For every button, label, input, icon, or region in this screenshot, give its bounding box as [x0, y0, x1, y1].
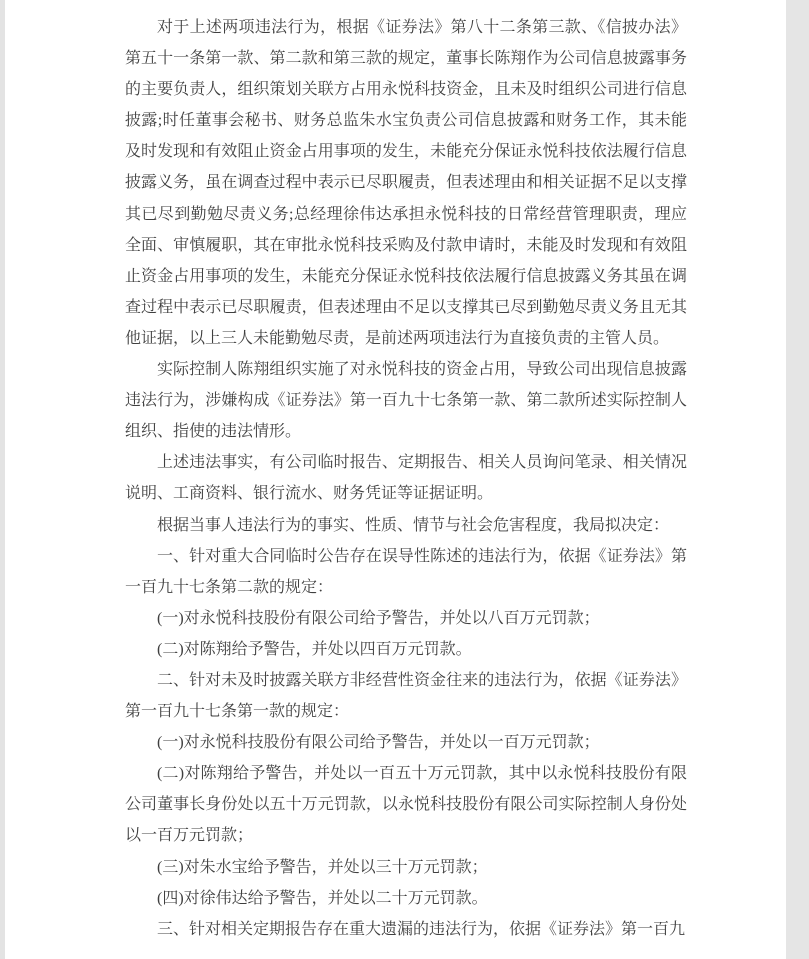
- paragraph: 实际控制人陈翔组织实施了对永悦科技的资金占用，导致公司出现信息披露违法行为，涉嫌构成《证券法》第一百九十七条第一款、第二款所述实际控制人组织、指使的违法情形。: [125, 361, 687, 441]
- paragraph: 对于上述两项违法行为，根据《证券法》第八十二条第三款、《信披办法》第五十一条第一款、第二款和第三款的规定，董事长陈翔作为公司信息披露事务的主要负责人，组织策划关联方占用永悦科技资金，且未及时组织公司进行信息披露;时任董事会秘书、财务总监朱水宝负责公司信息披露和财务工作，其未能及时发现和有效阻止资金占用事项的发生，未能充分保证永悦科技依法履行信息披露义务，虽在调查过程中表示已尽职履责，但表述理由和相关证据不足以支撑其已尽到勤勉尽责义务;总经理徐伟达承担永悦科技的日常经营管理职责，理应全面、审慎履职，其在审批永悦科技采购及付款申请时，未能及时发现和有效阻止资金占用事项的发生，未能充分保证永悦科技依法履行信息披露义务其虽在调查过程中表示已尽职履责，但表述理由不足以支撑其已尽到勤勉尽责义务且无其他证据，以上三人未能勤勉尽责，是前述两项违法行为直接负责的主管人员。: [125, 19, 687, 347]
- document-body: [125, 12, 687, 945]
- page-gutter-right: [786, 0, 809, 959]
- paragraph: (一)对永悦科技股份有限公司给予警告，并处以一百万元罚款；: [157, 734, 600, 752]
- paragraph: (三)对朱水宝给予警告，并处以三十万元罚款；: [157, 858, 488, 876]
- paragraph: 根据当事人违法行为的事实、性质、情节与社会危害程度，我局拟决定：: [157, 516, 670, 534]
- paragraph: (二)对陈翔给予警告，并处以四百万元罚款。: [157, 640, 472, 658]
- paragraph: 三、针对相关定期报告存在重大遗漏的违法行为，依据《证券法》第一百九: [157, 920, 686, 938]
- page-gutter-left: [0, 0, 5, 959]
- paragraph: 上述违法事实，有公司临时报告、定期报告、相关人员询问笔录、相关情况说明、工商资料、银行流水、财务凭证等证据证明。: [125, 454, 687, 503]
- paragraph: (四)对徐伟达给予警告，并处以二十万元罚款。: [157, 889, 488, 907]
- paragraph: 一、针对重大合同临时公告存在误导性陈述的违法行为，依据《证券法》第一百九十七条第二款的规定：: [125, 547, 687, 596]
- paragraph: 二、针对未及时披露关联方非经营性资金往来的违法行为，依据《证券法》第一百九十七条第一款的规定：: [125, 671, 687, 721]
- paragraph: (一)对永悦科技股份有限公司给予警告，并处以八百万元罚款；: [157, 609, 600, 627]
- paragraph: (二)对陈翔给予警告，并处以一百五十万元罚款，其中以永悦科技股份有限公司董事长身份处以五十万元罚款，以永悦科技股份有限公司实际控制人身份处以一百万元罚款；: [125, 765, 687, 845]
